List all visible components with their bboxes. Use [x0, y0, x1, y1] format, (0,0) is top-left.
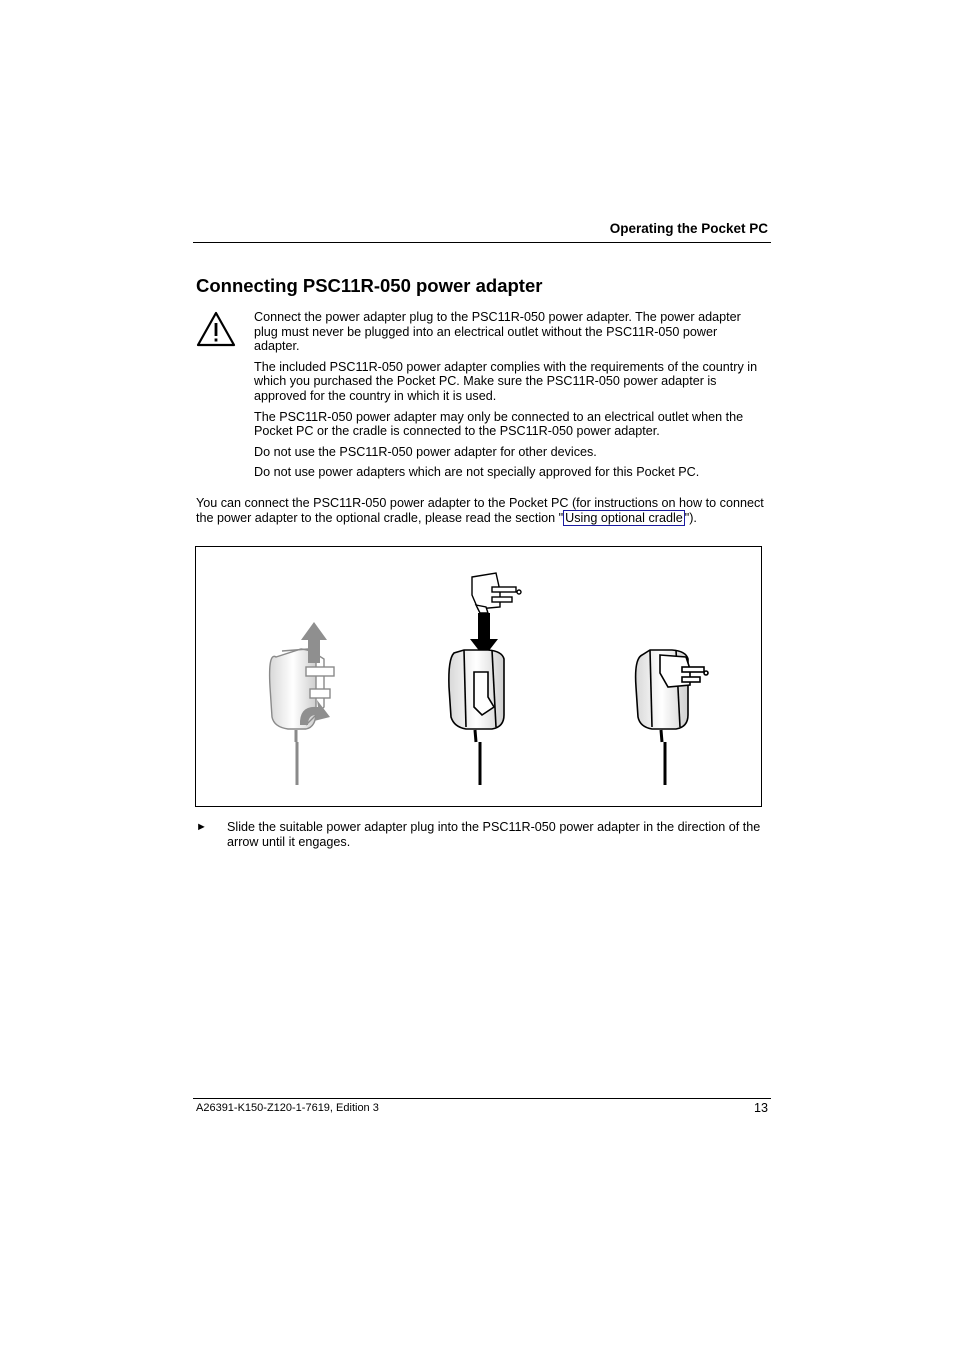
plug-top — [472, 573, 521, 613]
warning-note: The included PSC11R-050 power adapter complies with the requirements of the country in which you purchased the Pocket PC. Make sure the PSC11R-050 power adapter is approved for the country in which it is used. — [254, 359, 758, 403]
warning-note: Connect the power adapter plug to the PSC11R-050 power adapter. The power adapter plug must never be plugged into an electrical outlet without the PSC11R-050 power adapter. — [254, 310, 741, 354]
intro-paragraph — [196, 496, 766, 525]
step-text: Slide the suitable power adapter plug into the PSC11R-050 power adapter in the direction of the arrow until it engages. — [227, 820, 761, 849]
warning-note: Do not use power adapters which are not specially approved for this Pocket PC. — [254, 465, 700, 480]
header-rule — [193, 242, 771, 243]
step-bullet: ► — [196, 821, 207, 833]
adapter-illustration — [195, 546, 762, 807]
cross-reference-link[interactable]: Using optional cradle — [565, 510, 683, 525]
intro-text: You can connect the PSC11R-050 power adapter to the Pocket PC (for instructions on how to connect the power adapter to the optional cradle, please read the section " — [196, 496, 764, 525]
warning-note: The PSC11R-050 power adapter may only be connected to an electrical outlet when the Pocket PC or the cradle is connected to the PSC11R-050 power adapter. — [254, 409, 744, 439]
adapter-right — [636, 650, 708, 785]
warning-notes — [254, 310, 764, 486]
section-title: Connecting PSC11R-050 power adapter — [196, 275, 543, 296]
adapter-middle — [449, 650, 504, 785]
warning-triangle-icon — [196, 311, 236, 347]
running-header: Operating the Pocket PC — [609, 221, 768, 236]
intro-text-end: "). — [684, 510, 697, 525]
page-number: 13 — [753, 1101, 768, 1115]
document-id: A26391-K150-Z120-1-7619, Edition 3 — [196, 1102, 379, 1114]
footer-rule — [193, 1098, 771, 1099]
instruction-step — [196, 820, 766, 849]
warning-note: Do not use the PSC11R-050 power adapter for other devices. — [254, 444, 597, 459]
